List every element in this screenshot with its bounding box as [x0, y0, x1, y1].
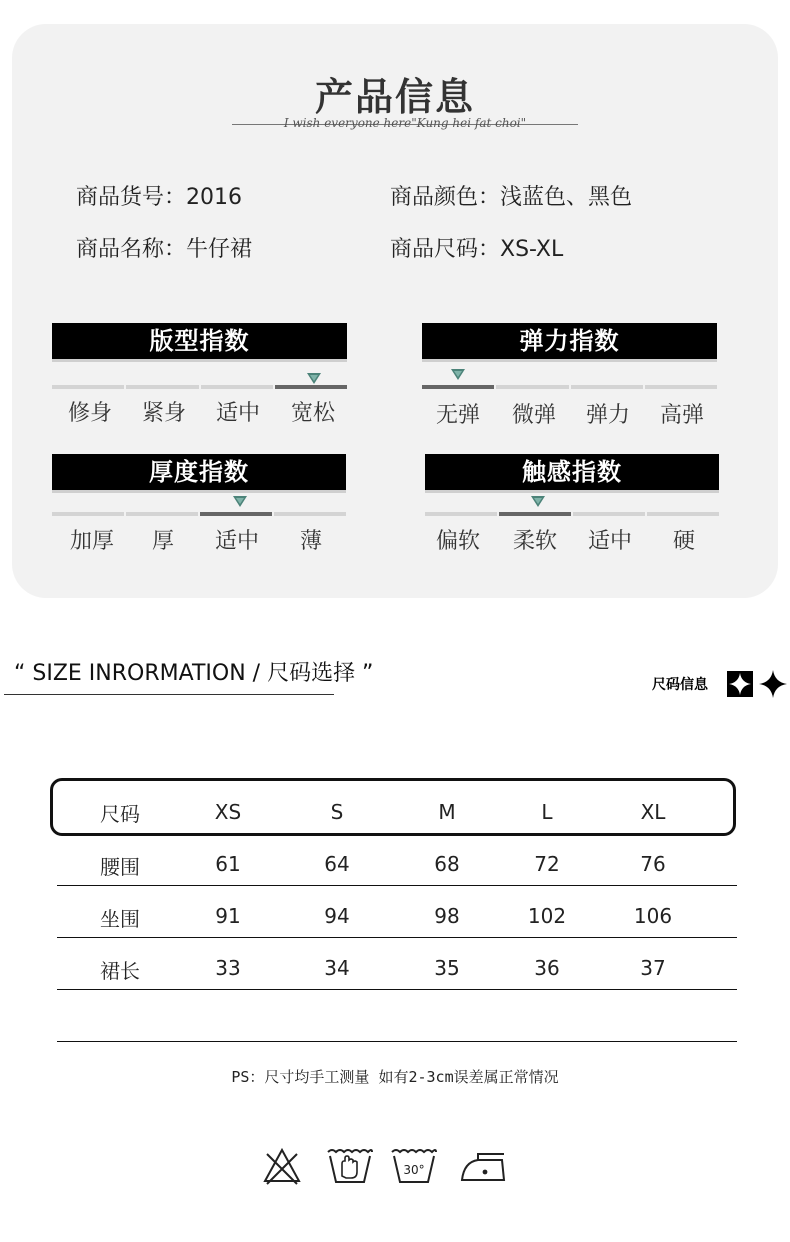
info-item-number [76, 180, 242, 211]
index-option: 适中 [215, 401, 260, 426]
info-item-name [76, 232, 252, 263]
scale-segment [274, 512, 346, 516]
index-option: 柔软 [512, 529, 557, 554]
sparkle-square-icon [726, 670, 754, 698]
index-option: 弹力 [585, 403, 630, 428]
table-cell: 64 [324, 852, 350, 876]
table-cell: 106 [633, 904, 673, 928]
index-option: 无弹 [435, 403, 480, 428]
index-title: 触感指数 [425, 454, 719, 493]
scale-segment [52, 512, 124, 516]
index-option: 紧身 [141, 401, 186, 426]
subtitle: I wish everyone here"Kung hei fat choi" [283, 116, 527, 130]
info-label: 商品尺码： [390, 237, 501, 262]
scale-segment [422, 385, 494, 389]
index-scale [52, 512, 346, 516]
scale-segment [573, 512, 645, 516]
iron-low-icon [458, 1146, 508, 1186]
table-cell: 102 [527, 904, 567, 928]
row-divider [57, 1041, 737, 1042]
measurement-note: PS：尺寸均手工测量 如有2-3cm误差属正常情况 [231, 1068, 559, 1086]
info-value: 浅蓝色、黑色 [500, 185, 633, 210]
scale-segment [52, 385, 124, 389]
info-item-color [390, 180, 632, 211]
index-option: 薄 [299, 529, 322, 554]
info-value: 2016 [186, 185, 243, 210]
index-scale [425, 512, 719, 516]
index-marker-icon [307, 373, 321, 384]
info-label: 商品名称： [76, 237, 187, 262]
size-tag: 尺码信息 [652, 677, 708, 693]
scale-segment [275, 385, 347, 389]
scale-segment [499, 512, 571, 516]
table-cell: 61 [215, 852, 241, 876]
size-section-title: “ SIZE INRORMATION / 尺码选择 ” [14, 661, 374, 686]
row-divider [57, 937, 737, 938]
wash-temp-label: 30° [403, 1163, 425, 1177]
index-option: 加厚 [69, 529, 114, 554]
info-label: 商品货号： [76, 185, 187, 210]
table-cell: 腰围 [100, 855, 140, 879]
info-value: XS-XL [500, 237, 564, 262]
index-marker-icon [531, 496, 545, 507]
info-label: 商品颜色： [390, 185, 501, 210]
table-cell: 91 [215, 904, 241, 928]
table-header-cell: XS [214, 800, 242, 824]
index-scale [52, 385, 347, 389]
index-option: 高弹 [659, 403, 704, 428]
size-title-underline [4, 694, 334, 695]
index-option: 修身 [67, 401, 112, 426]
table-header-cell: XL [640, 800, 666, 824]
no-bleach-icon [262, 1146, 302, 1186]
row-divider [57, 989, 737, 990]
table-header-cell: M [438, 800, 456, 824]
scale-segment [201, 385, 273, 389]
scale-segment [126, 512, 198, 516]
scale-segment [496, 385, 568, 389]
index-title: 厚度指数 [52, 454, 346, 493]
table-cell: 72 [534, 852, 560, 876]
table-cell: 34 [324, 956, 350, 980]
scale-segment [425, 512, 497, 516]
index-marker-icon [233, 496, 247, 507]
wash-30-icon [390, 1146, 438, 1186]
table-cell: 94 [324, 904, 350, 928]
index-title: 弹力指数 [422, 323, 717, 362]
index-option: 硬 [672, 529, 695, 554]
table-cell: 35 [434, 956, 460, 980]
scale-segment [571, 385, 643, 389]
table-cell: 98 [434, 904, 460, 928]
index-title: 版型指数 [52, 323, 347, 362]
index-option: 宽松 [290, 401, 335, 426]
scale-segment [645, 385, 717, 389]
hand-wash-icon [326, 1146, 374, 1186]
index-scale [422, 385, 717, 389]
scale-segment [647, 512, 719, 516]
table-cell: 坐围 [100, 907, 140, 931]
info-item-size [390, 232, 563, 263]
scale-segment [200, 512, 272, 516]
table-cell: 76 [640, 852, 666, 876]
scale-segment [126, 385, 198, 389]
sparkle-icon [758, 669, 788, 699]
info-value: 牛仔裙 [186, 237, 253, 262]
index-option: 厚 [151, 529, 174, 554]
page-title: 产品信息 [314, 75, 475, 119]
index-option: 偏软 [435, 529, 480, 554]
table-cell: 裙长 [100, 959, 140, 983]
index-marker-icon [451, 369, 465, 380]
table-cell: 68 [434, 852, 460, 876]
index-option: 微弹 [511, 403, 556, 428]
table-cell: 36 [534, 956, 560, 980]
table-header-cell: S [330, 800, 344, 824]
table-cell: 37 [640, 956, 666, 980]
table-header-cell: 尺码 [100, 802, 140, 826]
table-cell: 33 [215, 956, 241, 980]
index-option: 适中 [214, 529, 259, 554]
index-option: 适中 [587, 529, 632, 554]
row-divider [57, 885, 737, 886]
table-header-cell: L [541, 800, 553, 824]
